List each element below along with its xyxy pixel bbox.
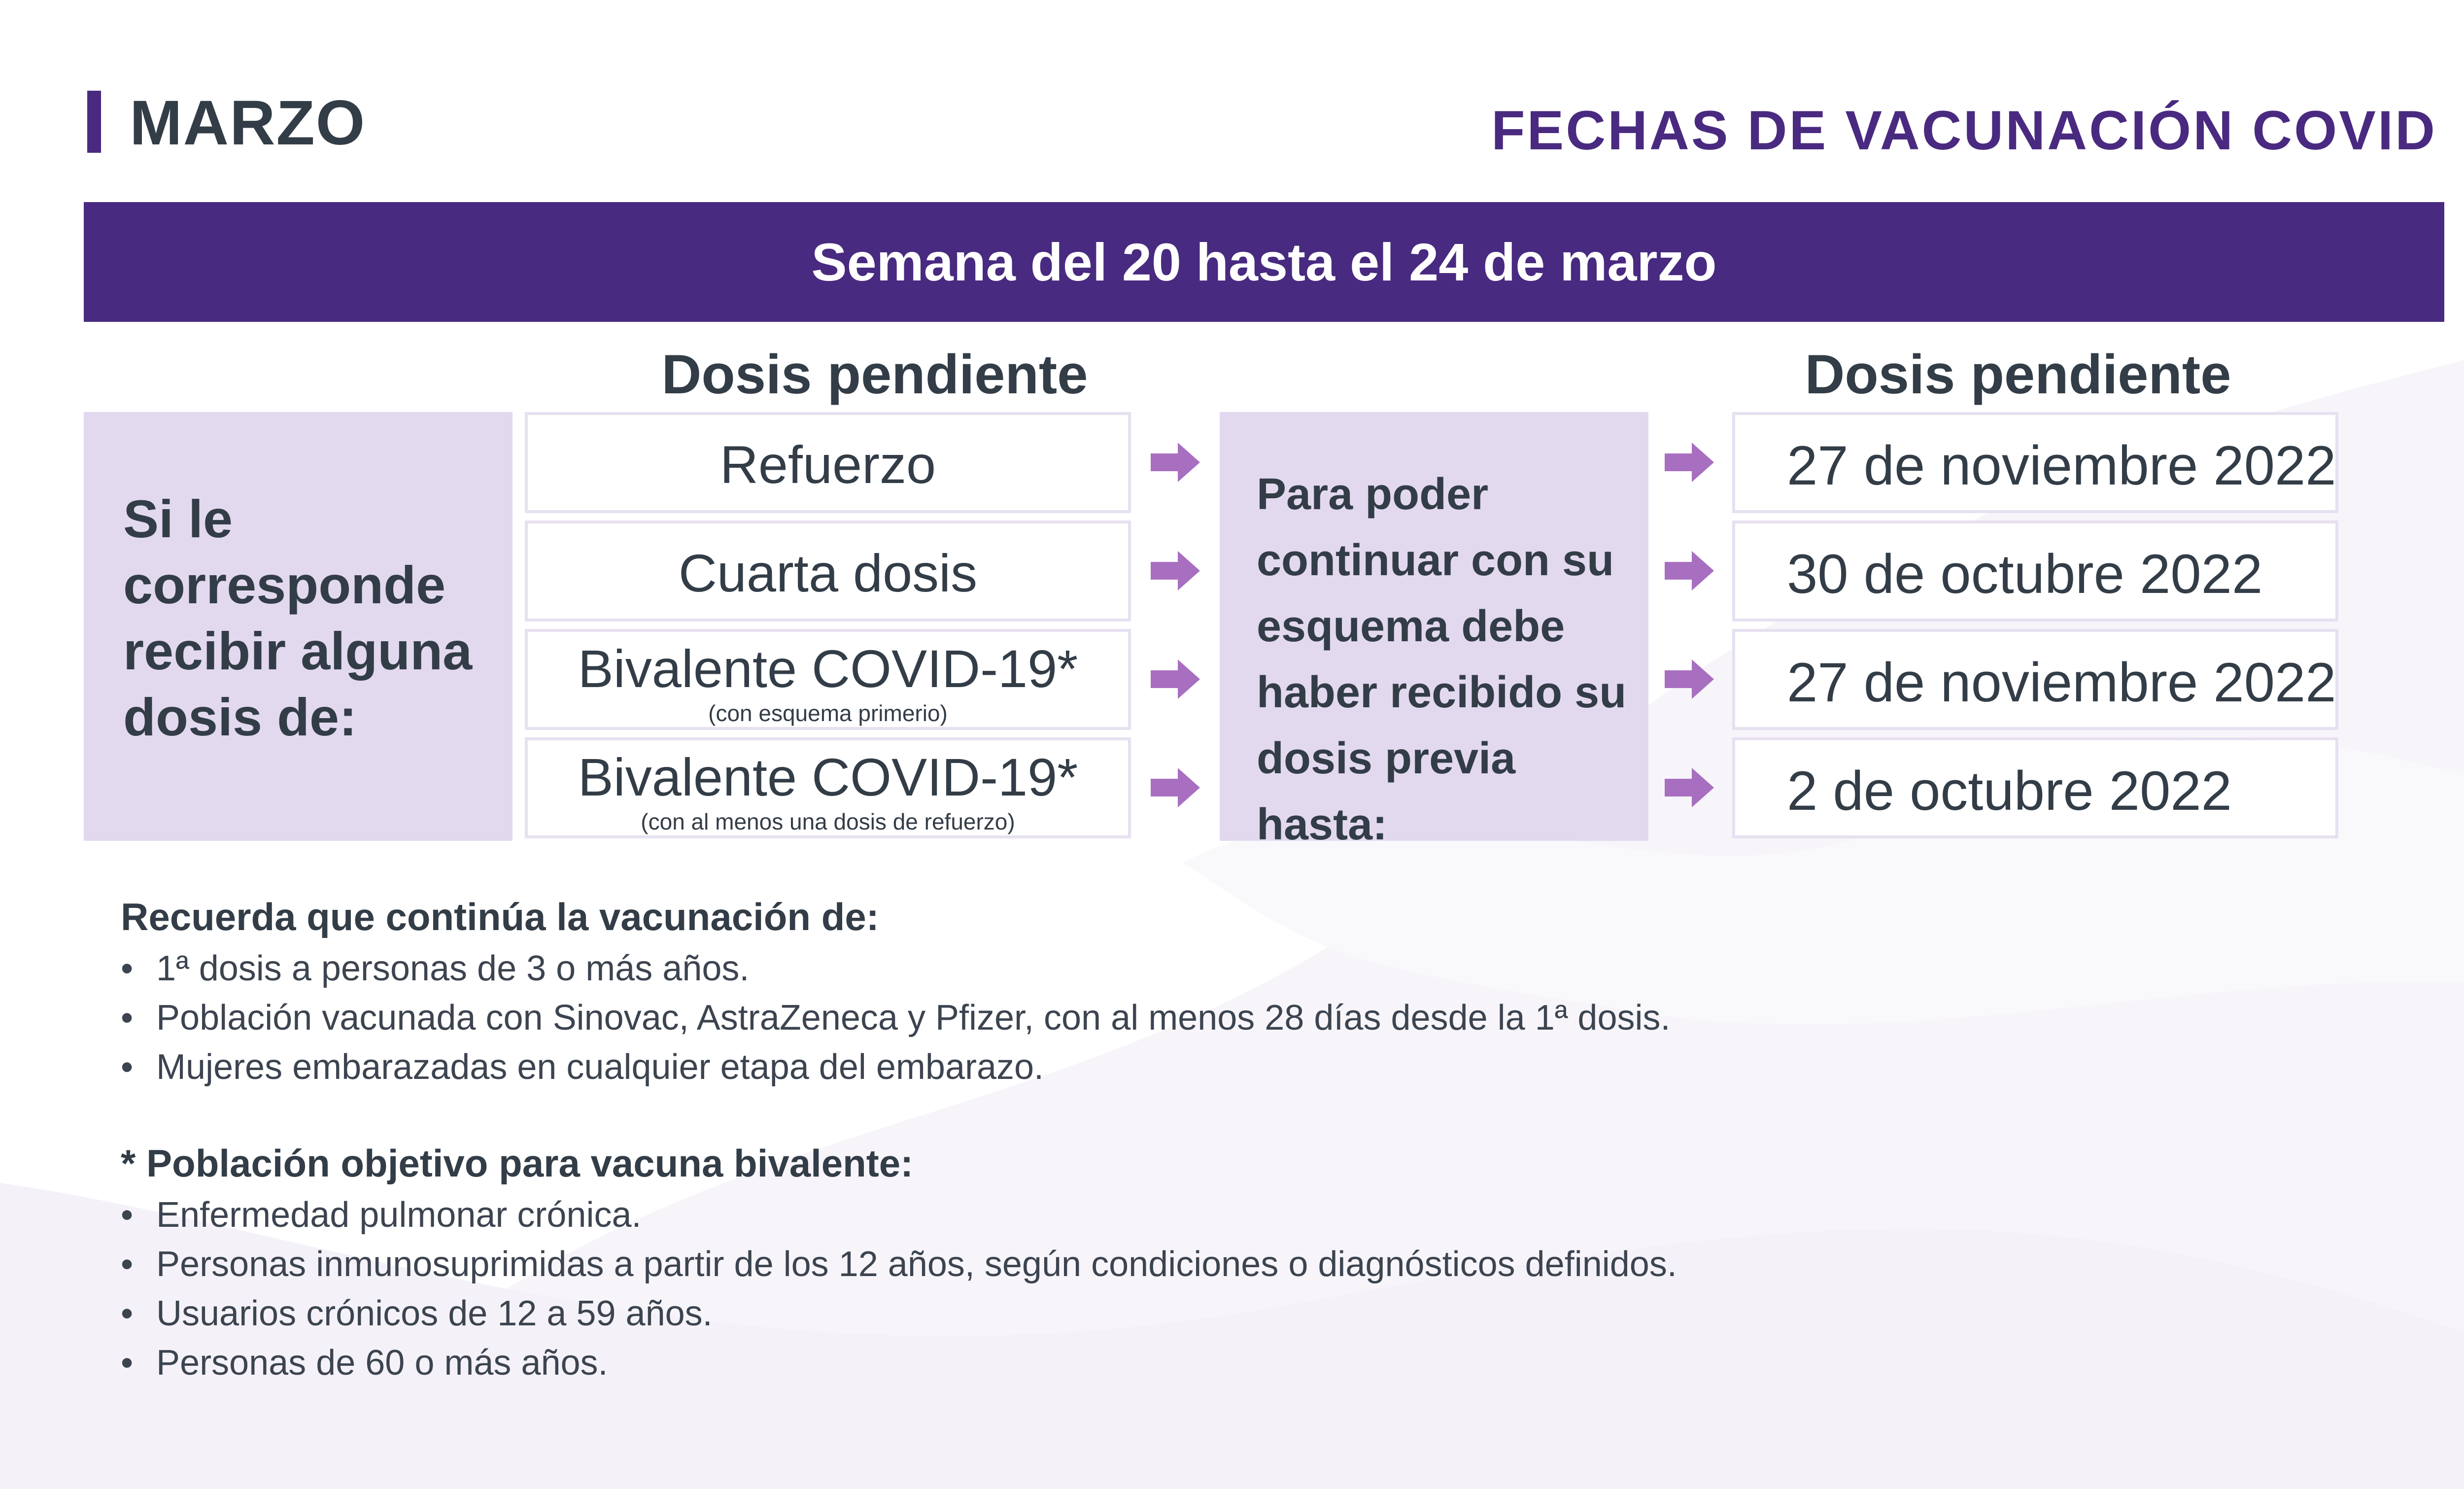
bivalent-title: * Población objetivo para vacuna bivalente: xyxy=(121,1142,914,1185)
dose-row-cuarta-dosis xyxy=(525,520,1131,622)
bullet-icon: • xyxy=(121,1047,134,1087)
left-column-heading: Dosis pendiente xyxy=(661,344,1088,405)
deadline-date: 27 de noviembre 2022 xyxy=(1787,652,2336,713)
deadline-date: 30 de octubre 2022 xyxy=(1787,543,2263,605)
dose-sublabel: (con esquema primerio) xyxy=(708,700,948,726)
list-item xyxy=(121,1240,2190,1289)
dose-sublabel: (con al menos una dosis de refuerzo) xyxy=(641,809,1015,834)
week-banner-label: Semana del 20 hasta el 24 de marzo xyxy=(811,232,1717,292)
arrow-right-icon xyxy=(1151,659,1200,699)
month-accent-bar xyxy=(87,91,101,153)
date-row xyxy=(1732,520,2338,622)
deadline-date: 27 de noviembre 2022 xyxy=(1787,435,2336,496)
list-item xyxy=(121,1190,2190,1240)
reminder-section xyxy=(121,890,2190,1092)
list-item xyxy=(121,1338,2190,1387)
page-title: FECHAS DE VACUNACIÓN COVID xyxy=(1491,100,2437,161)
requirement-panel xyxy=(1220,412,1648,849)
bullet-icon: • xyxy=(121,1245,134,1284)
list-item-text: Población vacunada con Sinovac, AstraZeneca y Pfizer, con al menos 28 días desde la 1ª dosis. xyxy=(156,998,1671,1038)
arrow-right-icon xyxy=(1665,768,1714,807)
eligibility-panel xyxy=(84,412,513,841)
list-item-text: Usuarios crónicos de 12 a 59 años. xyxy=(156,1294,713,1333)
list-item-text: Personas de 60 o más años. xyxy=(156,1343,608,1383)
deadline-date: 2 de octubre 2022 xyxy=(1787,760,2232,822)
arrow-right-icon xyxy=(1665,551,1714,590)
dose-row-bivalente-primario xyxy=(525,629,1131,730)
arrow-right-icon xyxy=(1151,443,1200,482)
arrow-right-icon xyxy=(1151,768,1200,807)
reminder-title: Recuerda que continúa la vacunación de: xyxy=(121,895,879,938)
list-item xyxy=(121,993,2190,1042)
requirement-text: Para poder continuar con su esquema debe haber recibido su dosis previa hasta: xyxy=(1257,470,1627,849)
date-row xyxy=(1732,737,2338,838)
arrow-right-icon xyxy=(1151,551,1200,590)
list-item-text: Mujeres embarazadas en cualquier etapa del embarazo. xyxy=(156,1047,1044,1087)
month-title: MARZO xyxy=(130,88,366,158)
list-item xyxy=(121,1042,2190,1092)
dose-label: Bivalente COVID-19* xyxy=(578,639,1078,698)
dose-label: Bivalente COVID-19* xyxy=(578,747,1078,807)
right-column-heading: Dosis pendiente xyxy=(1805,344,2231,405)
date-row xyxy=(1732,629,2338,730)
bullet-icon: • xyxy=(121,1195,134,1235)
list-item xyxy=(121,1289,2190,1338)
list-item-text: 1ª dosis a personas de 3 o más años. xyxy=(156,949,750,988)
eligibility-text: Si le corresponde recibir alguna dosis de: xyxy=(123,489,473,747)
bullet-icon: • xyxy=(121,949,134,988)
arrow-right-icon xyxy=(1665,659,1714,699)
dose-label: Cuarta dosis xyxy=(678,543,978,603)
list-item-text: Personas inmunosuprimidas a partir de los 12 años, según condiciones o diagnósticos definidos. xyxy=(156,1245,1677,1284)
list-item-text: Enfermedad pulmonar crónica. xyxy=(156,1195,642,1235)
bullet-icon: • xyxy=(121,998,134,1038)
list-item xyxy=(121,944,2190,993)
bullet-icon: • xyxy=(121,1294,134,1333)
date-row xyxy=(1732,412,2338,513)
arrow-right-icon xyxy=(1665,443,1714,482)
dose-row-bivalente-refuerzo xyxy=(525,737,1131,838)
week-banner xyxy=(84,202,2444,322)
dose-label: Refuerzo xyxy=(719,435,936,494)
dose-row-refuerzo xyxy=(525,412,1131,513)
bullet-icon: • xyxy=(121,1343,134,1383)
bivalent-target-section xyxy=(121,1136,2190,1387)
